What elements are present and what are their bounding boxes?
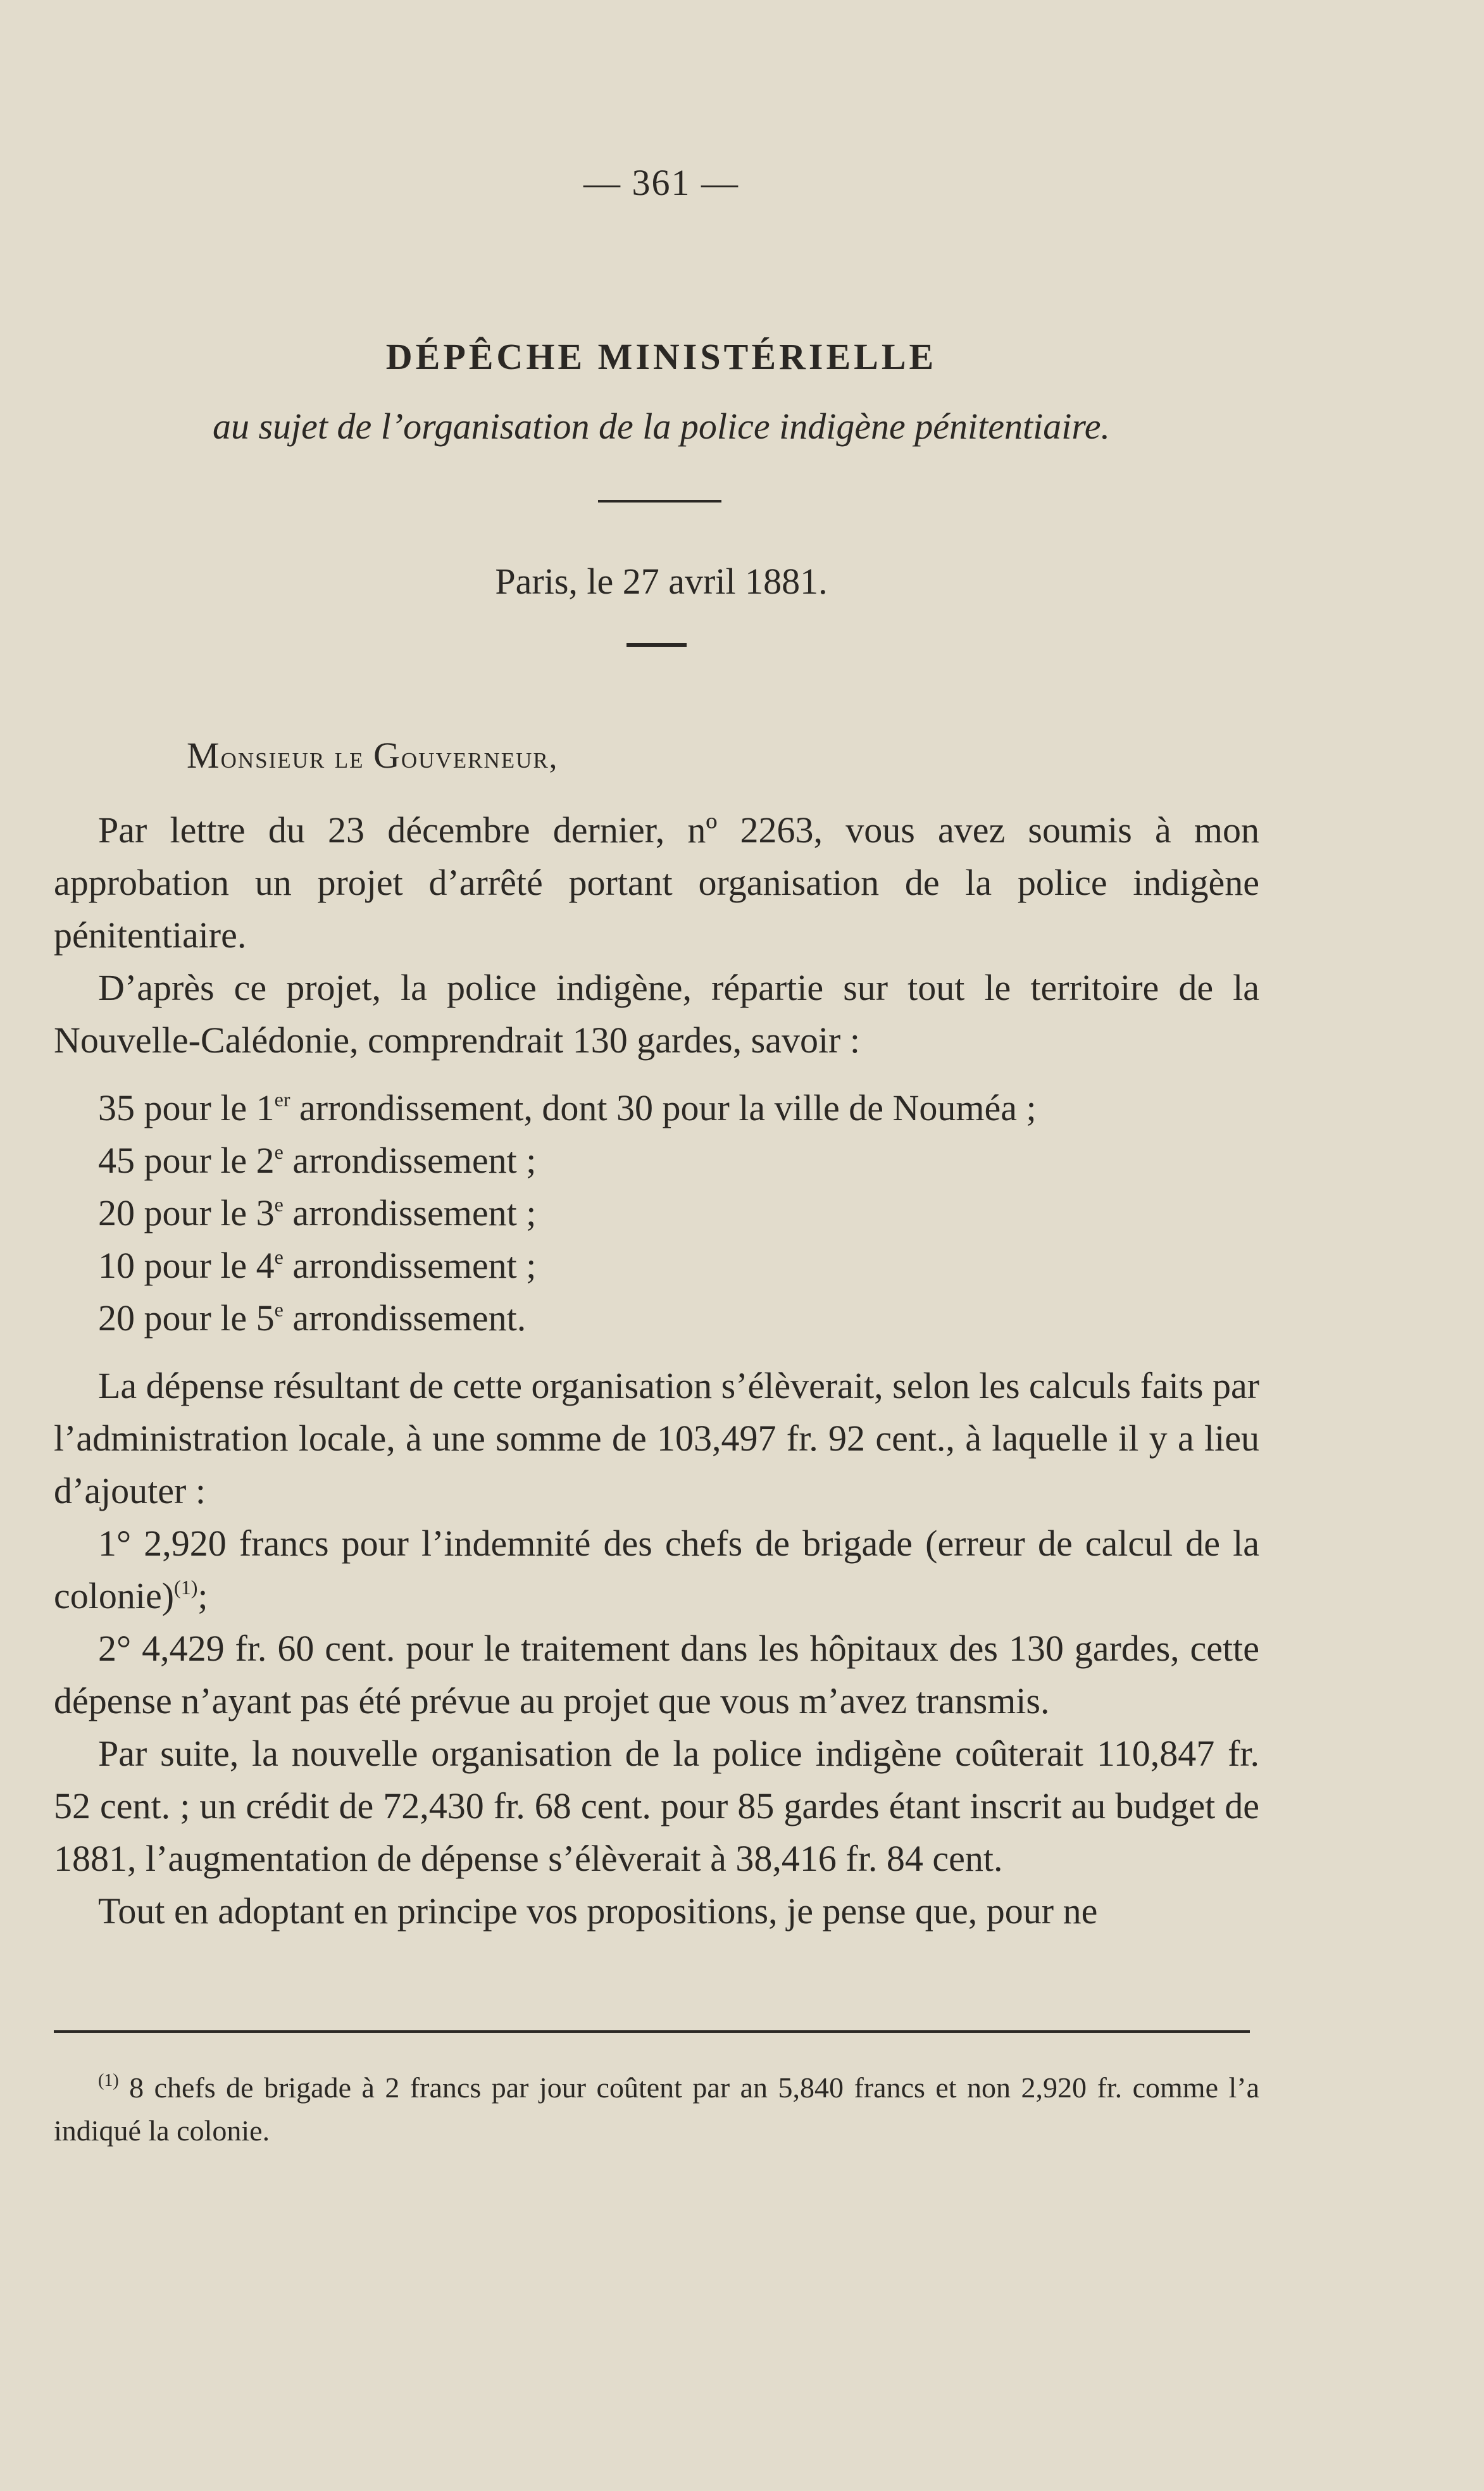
- salutation-initial-2: G: [373, 735, 401, 776]
- letter-body: [54, 804, 1259, 1937]
- footnote: [54, 2066, 1259, 2152]
- list-item: 45 pour le 2e arrondissement ;: [98, 1140, 537, 1181]
- paragraph-7: Tout en adoptant en principe vos propositions, je pense que, pour ne: [98, 1890, 1098, 1932]
- list-item: 10 pour le 4e arrondissement ;: [98, 1245, 537, 1286]
- paragraph-5: 2° 4,429 fr. 60 cent. pour le traitement dans les hôpitaux des 130 gardes, cette dépense n’ayant pas été prévue au projet que vous m’avez transmis.: [54, 1628, 1259, 1721]
- document-subtitle: au sujet de l’organisation de la police indigène pénitentiaire.: [212, 406, 1111, 447]
- list-item: 35 pour le 1er arrondissement, dont 30 pour la ville de Nouméa ;: [98, 1087, 1037, 1128]
- footnote-reference: (1): [174, 1576, 198, 1599]
- list-item: 20 pour le 3e arrondissement ;: [98, 1192, 537, 1233]
- salutation-rest-1: onsieur le: [220, 739, 374, 775]
- paragraph-4: 1° 2,920 francs pour l’indemnité des chefs de brigade (erreur de calcul de la colonie)$^{(1)}$;: [54, 1523, 1259, 1616]
- salutation: [187, 734, 558, 777]
- paragraph-3: La dépense résultant de cette organisation s’élèverait, selon les calculs faits par l’administration locale, à une somme de 103,497 fr. 92 cent., à laquelle il y a lieu d’ajouter :: [54, 1365, 1259, 1511]
- salutation-rest-2: ouverneur,: [401, 739, 559, 775]
- guard-allocation-list: [54, 1082, 1259, 1344]
- paragraph-1: Par lettre du 23 décembre dernier, nº 2263, vous avez soumis à mon approbation un projet d’arrêté portant organisation de la police indigène pénitentiaire.: [54, 809, 1259, 956]
- paragraph-6: Par suite, la nouvelle organisation de la police indigène coûterait 110,847 fr. 52 cent. ; un crédit de 72,430 fr. 68 cent. pour 85 gardes étant inscrit au budget de 1881, l’augmentation de dépense s’élèverait à 38,416 fr. 84 cent.: [54, 1733, 1259, 1879]
- footnote-divider: [54, 2030, 1250, 2033]
- dateline: Paris, le 27 avril 1881.: [495, 561, 828, 602]
- salutation-initial-1: M: [187, 735, 221, 776]
- page-number: — 361 —: [583, 162, 739, 203]
- date-divider: [627, 643, 687, 647]
- footnote-text: 8 chefs de brigade à 2 francs par jour coûtent par an 5,840 francs et non 2,920 fr. comme l’a indiqué la colonie.: [54, 2071, 1259, 2147]
- document-title: DÉPÊCHE MINISTÉRIELLE: [385, 336, 937, 377]
- footnote-marker: (1): [98, 2071, 119, 2090]
- paragraph-2: D’après ce projet, la police indigène, répartie sur tout le territoire de la Nouvelle-Calédonie, comprendrait 130 gardes, savoir :: [54, 967, 1259, 1061]
- title-divider: [598, 500, 721, 503]
- list-item: 20 pour le 5e arrondissement.: [98, 1297, 527, 1339]
